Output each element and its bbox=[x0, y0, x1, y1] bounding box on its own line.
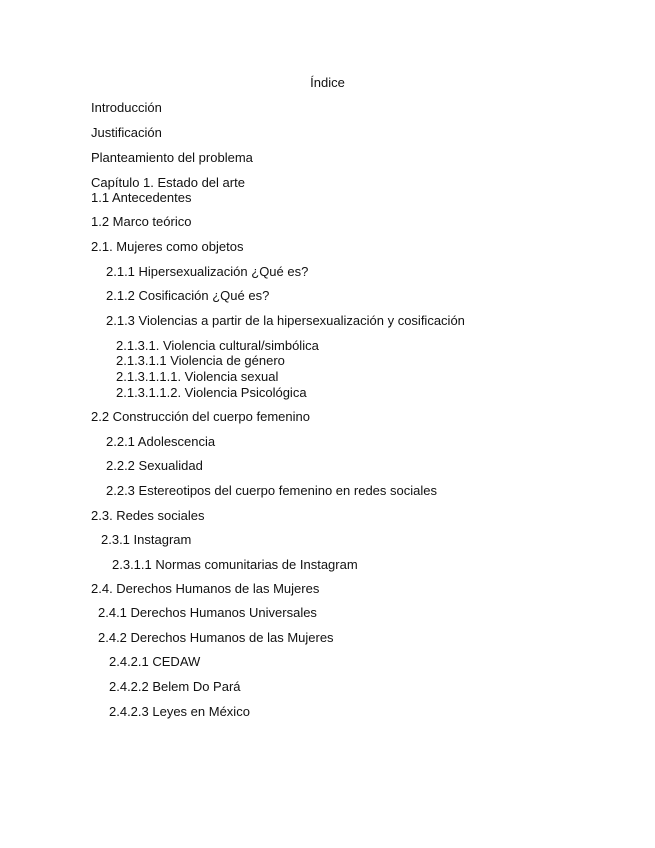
toc-entry-2-4: 2.4. Derechos Humanos de las Mujeres bbox=[91, 581, 320, 596]
toc-entry-1-2: 1.2 Marco teórico bbox=[91, 214, 192, 229]
toc-entry-2-2-3: 2.2.3 Estereotipos del cuerpo femenino en redes sociales bbox=[106, 483, 437, 498]
toc-entry-2-1-3-1-1-2: 2.1.3.1.1.2. Violencia Psicológica bbox=[116, 385, 307, 400]
toc-entry-2-3-1-1: 2.3.1.1 Normas comunitarias de Instagram bbox=[112, 557, 358, 572]
toc-entry-2-1-3-1-1: 2.1.3.1.1 Violencia de género bbox=[116, 353, 285, 368]
toc-entry-2-4-1: 2.4.1 Derechos Humanos Universales bbox=[98, 605, 317, 620]
toc-entry-2-2: 2.2 Construcción del cuerpo femenino bbox=[91, 409, 310, 424]
toc-entry-2-2-2: 2.2.2 Sexualidad bbox=[106, 458, 203, 473]
toc-entry-justificacion: Justificación bbox=[91, 125, 162, 140]
toc-entry-introduccion: Introducción bbox=[91, 100, 162, 115]
toc-entry-2-4-2-2: 2.4.2.2 Belem Do Pará bbox=[109, 679, 241, 694]
toc-entry-2-4-2-3: 2.4.2.3 Leyes en México bbox=[109, 704, 250, 719]
toc-entry-2-1-3-1-1-1: 2.1.3.1.1.1. Violencia sexual bbox=[116, 369, 279, 384]
toc-entry-2-4-2-1: 2.4.2.1 CEDAW bbox=[109, 654, 201, 669]
toc-entry-2-1-3: 2.1.3 Violencias a partir de la hipersexualización y cosificación bbox=[106, 313, 465, 328]
toc-entry-2-4-2: 2.4.2 Derechos Humanos de las Mujeres bbox=[98, 630, 334, 645]
toc-entry-1-1: 1.1 Antecedentes bbox=[91, 190, 192, 205]
toc-entry-2-1-2: 2.1.2 Cosificación ¿Qué es? bbox=[106, 288, 270, 303]
toc-entry-2-1-1: 2.1.1 Hipersexualización ¿Qué es? bbox=[106, 264, 309, 279]
toc-entry-2-1: 2.1. Mujeres como objetos bbox=[91, 239, 244, 254]
toc-entry-2-3: 2.3. Redes sociales bbox=[91, 508, 205, 523]
page-title: Índice bbox=[310, 75, 345, 90]
toc-entry-planteamiento: Planteamiento del problema bbox=[91, 150, 253, 165]
toc-entry-2-2-1: 2.2.1 Adolescencia bbox=[106, 434, 216, 449]
toc-entry-2-1-3-1: 2.1.3.1. Violencia cultural/simbólica bbox=[116, 338, 319, 353]
toc-entry-2-3-1: 2.3.1 Instagram bbox=[101, 532, 192, 547]
toc-entry-capitulo-1: Capítulo 1. Estado del arte bbox=[91, 175, 245, 190]
